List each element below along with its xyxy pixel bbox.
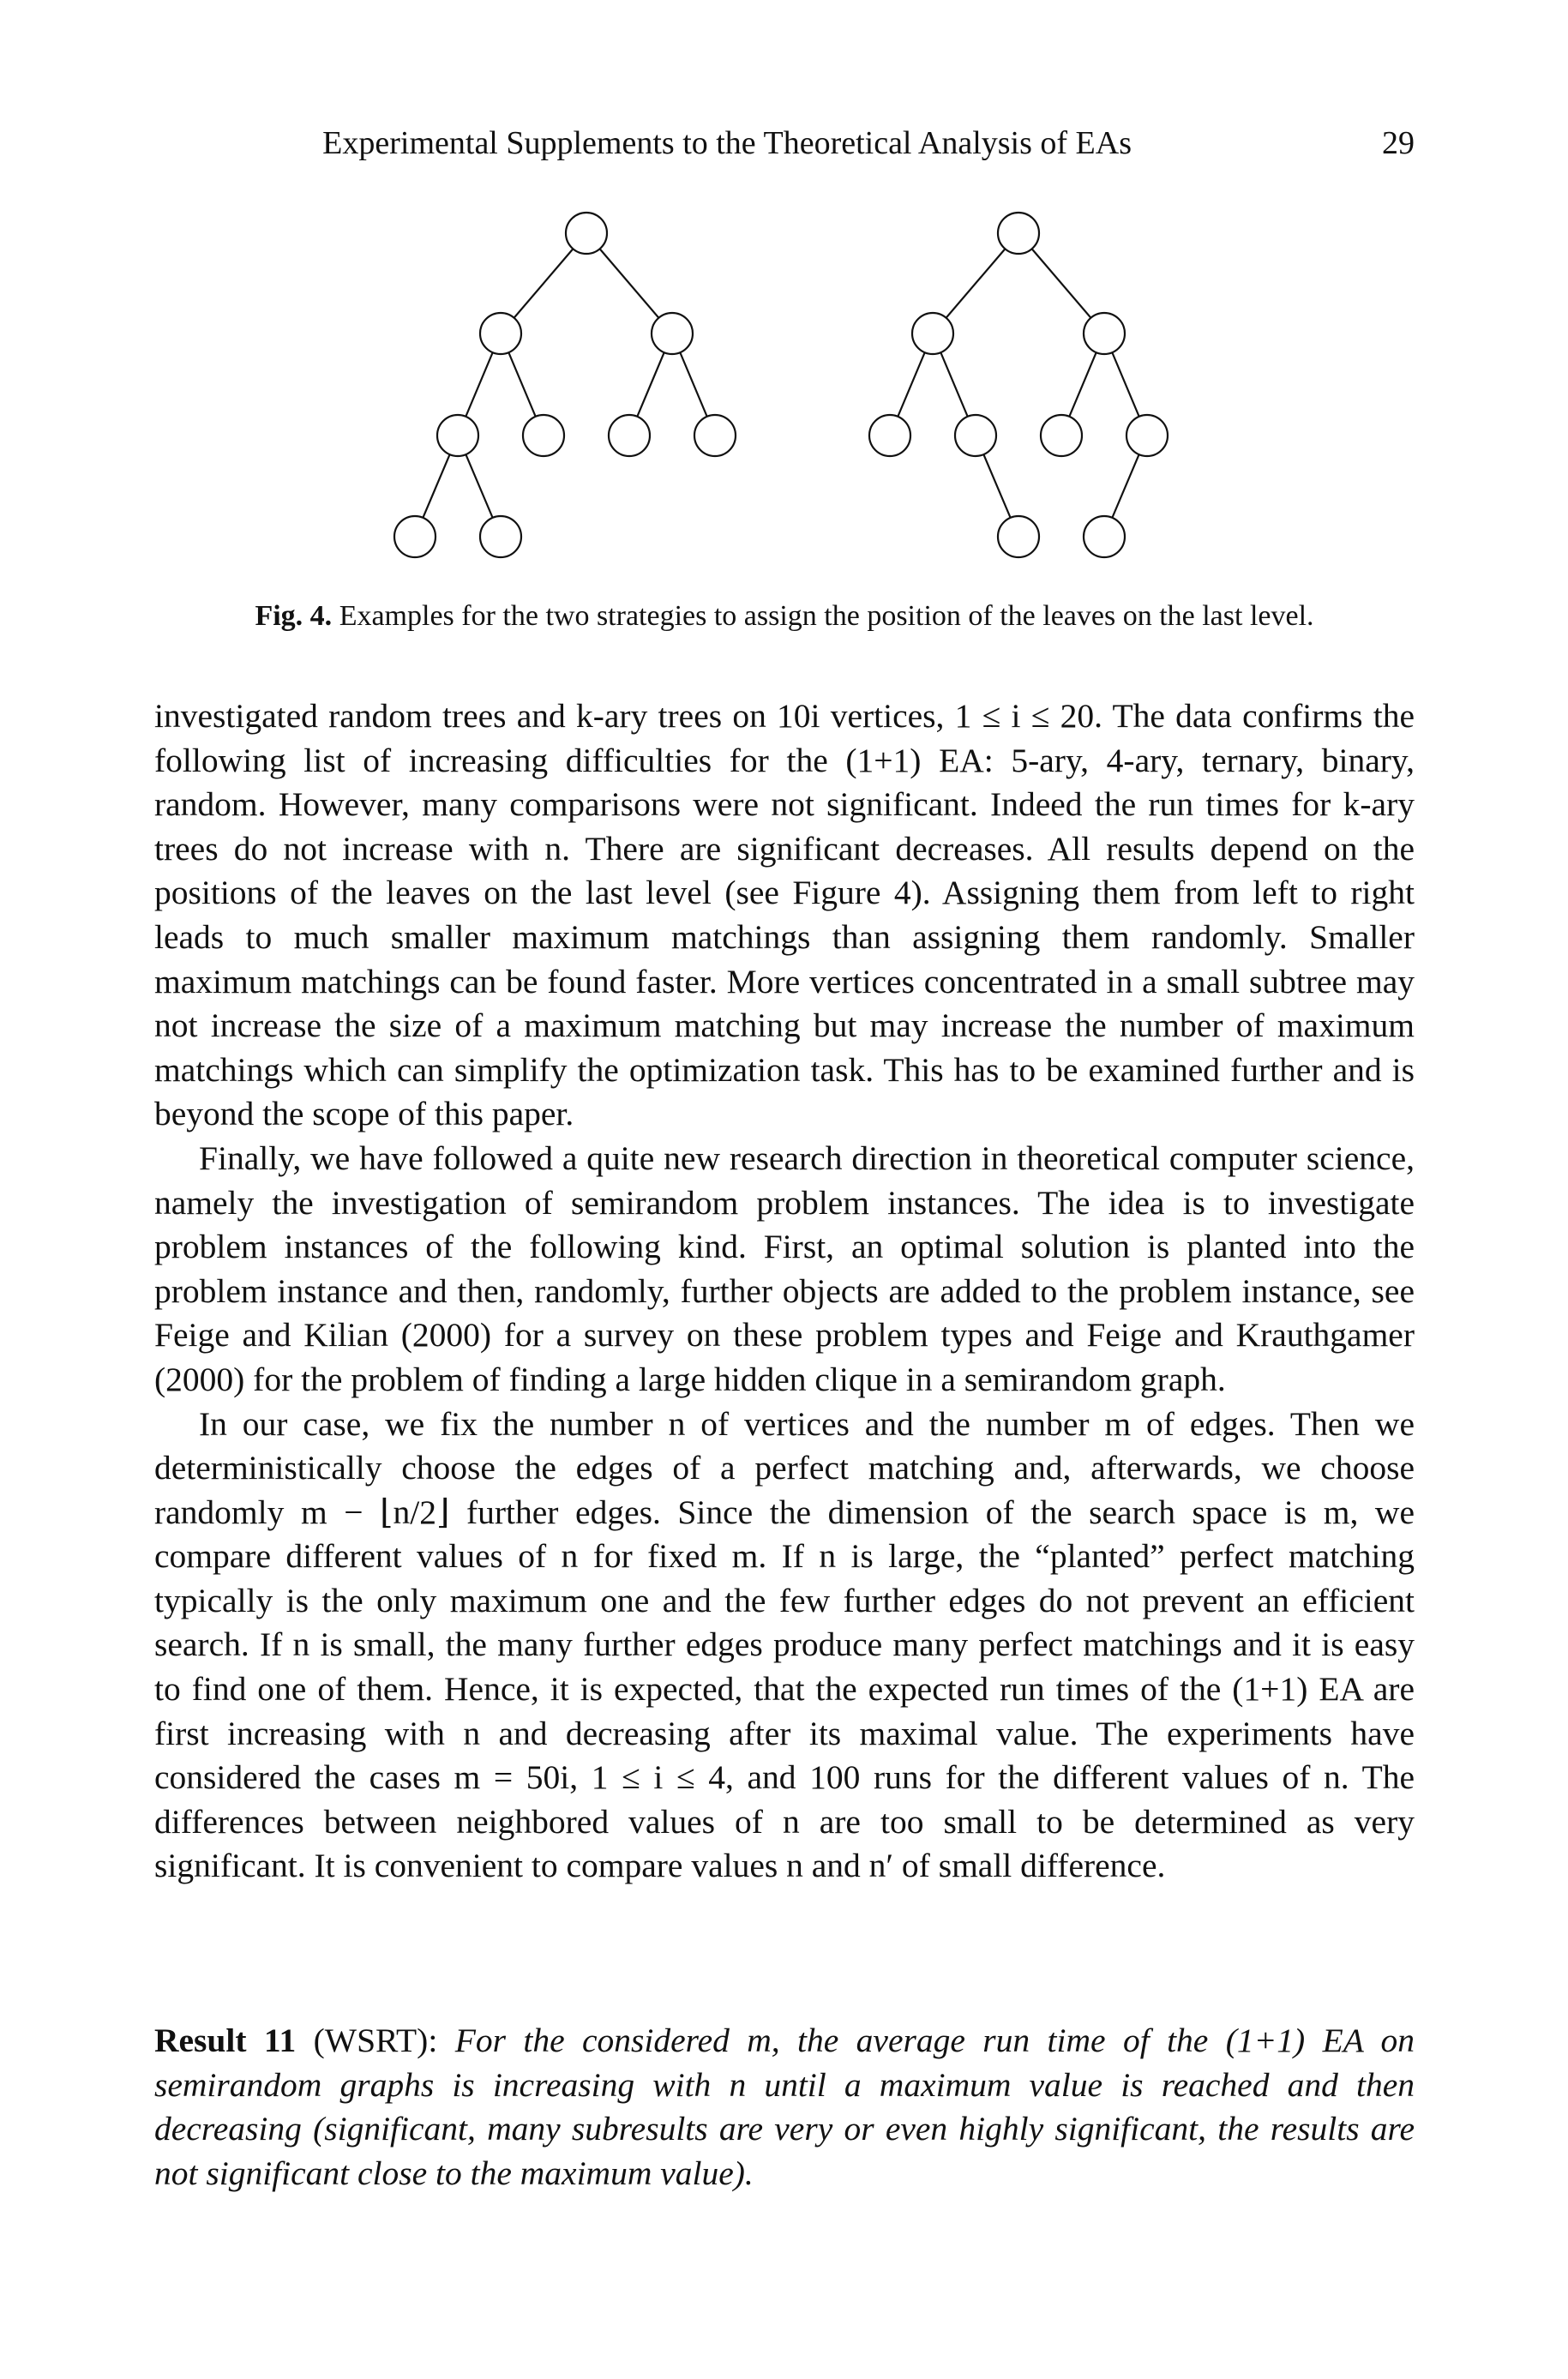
tree-node	[1084, 313, 1125, 354]
right-tree	[869, 213, 1168, 557]
tree-leaf-node	[998, 516, 1039, 557]
tree-node	[955, 415, 996, 456]
figure-4	[369, 206, 1209, 583]
tree-node	[652, 313, 693, 354]
left-tree	[394, 213, 736, 557]
tree-node	[566, 213, 607, 254]
tree-node	[1041, 415, 1082, 456]
paragraph: investigated random trees and k-ary trees on 10i vertices, 1 ≤ i ≤ 20. The data confirms the following list of increasing difficulties for the (1+1) EA: 5-ary, 4-ary, ternary, binary, random. However, many comparisons were not significant. Indeed the run times for k-ary trees do not increase with n. There are significant decreases. All results depend on the positions of the leaves on the last level (see Figure 4). Assigning them from left to right leads to much smaller maximum matchings than assigning them randomly. Smaller maximum matchings can be found faster. More vertices concentrated in a small subtree may not increase the size of a maximum matching but may increase the number of maximum matchings which can simplify the optimization task. This has to be examined further and is beyond the scope of this paper.	[154, 697, 1415, 1133]
result-statement	[154, 2019, 1415, 2196]
tree-leaf-node	[480, 516, 521, 557]
paragraph: In our case, we fix the number n of vertices and the number m of edges. Then we deterministically choose the edges of a perfect matching and, afterwards, we choose randomly m − ⌊n/2⌋ further edges. Since the dimension of the search space is m, we compare different values of n for fixed m. If n is large, the “planted” perfect matching typically is the only maximum one and the few further edges do not prevent an efficient search. If n is small, the many further edges produce many perfect matchings and it is easy to find one of them. Hence, it is expected, that the expected run times of the (1+1) EA are first increasing with n and decreasing after its maximal value. The experiments have considered the cases m = 50i, 1 ≤ i ≤ 4, and 100 runs for the different values of n. The differences between neighbored values of n are too small to be determined as very significant. It is convenient to compare values n and n′ of small difference.	[154, 1404, 1415, 1885]
tree-node	[480, 313, 521, 354]
tree-diagram	[369, 206, 1209, 583]
tree-leaf-node	[394, 516, 436, 557]
body-text	[154, 694, 1415, 1889]
running-title: Experimental Supplements to the Theoretical Analysis of EAs	[322, 125, 1132, 161]
tree-node	[912, 313, 953, 354]
tree-node	[609, 415, 650, 456]
tree-node	[1126, 415, 1168, 456]
paragraph: Finally, we have followed a quite new research direction in theoretical computer science, namely the investigation of semirandom problem instances. The idea is to investigate problem instances of the following kind. First, an optimal solution is planted into the problem instance and then, randomly, further objects are added to the problem instance, see Feige and Kilian (2000) for a survey on these problem types and Feige and Krauthgamer (2000) for the problem of finding a large hidden clique in a semirandom graph.	[154, 1138, 1415, 1398]
caption-label: Fig. 4.	[255, 600, 333, 632]
tree-node	[437, 415, 478, 456]
tree-node	[998, 213, 1039, 254]
caption-text: Examples for the two strategies to assign the position of the leaves on the last level.	[339, 600, 1314, 632]
result-label: Result 11	[154, 2022, 297, 2059]
page-number: 29	[1382, 125, 1415, 161]
tree-node	[869, 415, 910, 456]
tree-node	[694, 415, 736, 456]
result-text: For the considered m, the average run time of the (1+1) EA on semirandom graphs is increasing with n until a maximum value is reached and then decreasing (significant, many subresults are very or even highly significant, the results are not significant close to the maximum value).	[154, 2022, 1415, 2192]
tree-node	[523, 415, 564, 456]
page-header	[154, 124, 1415, 176]
result-qualifier: (WSRT):	[313, 2022, 438, 2059]
figure-caption	[154, 600, 1415, 633]
tree-leaf-node	[1084, 516, 1125, 557]
